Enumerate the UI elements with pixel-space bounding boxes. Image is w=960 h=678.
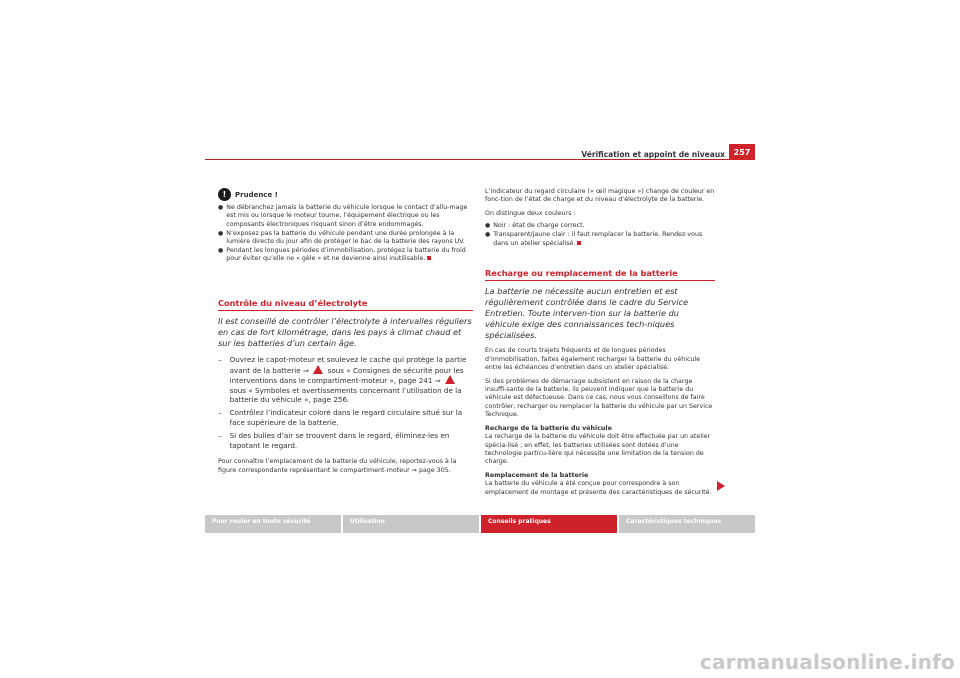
step2-text: Contrôlez l’indicateur coloré dans le regard circulaire situé sur la face supérieure de la batterie. xyxy=(229,408,463,428)
caution-bullet xyxy=(218,230,473,247)
recharge-paragraph-3: La recharge de la batterie du véhicule doit être effectuée par un atelier spécia-lisé ; en effet, les batteries utilisées sont dotées d’une technologie particu-lière qui nécessite une limitation de la tension de charge. xyxy=(485,433,711,466)
tab-practical-tips[interactable]: Conseils pratiques xyxy=(481,515,617,533)
replacement-paragraph: La batterie du véhicule a été conçue pour correspondre à son emplacement de montage et présente des caractéristiques de sécurité. xyxy=(485,480,712,496)
right-column xyxy=(485,188,715,497)
tab-safety[interactable]: Pour rouler en toute sécurité xyxy=(205,515,341,533)
caution-bullet-text: N’exposez pas la batterie du véhicule pendant une durée prolongée à la lumière directe du jour afin de protéger le bac de la batterie des rayons UV. xyxy=(226,229,465,246)
step-item: – Contrôlez l’indicateur coloré dans le regard circulaire situé sur la face supérieure de la batterie. xyxy=(218,408,473,427)
watermark: carmanualsonline.info xyxy=(699,650,955,674)
color-bullet xyxy=(485,231,715,248)
end-of-section-icon xyxy=(427,256,431,260)
step1-text-a: Ouvrez le capot-moteur et soulevez le cache qui protège la partie avant de la batterie ⇒ xyxy=(229,355,467,375)
recharge-paragraph-1: En cas de courts trajets fréquents et de longues périodes d’immobilisation, faites également recharger la batterie du véhicule entre les échéances d’entretien dans un atelier spécialisé. xyxy=(485,347,701,372)
subheading-recharge: Recharge de la batterie du véhicule xyxy=(485,424,612,432)
section-lead-recharge: La batterie ne nécessite aucun entretien et est régulièrement contrôlée dans le cadre du Service Entretien. Toute interven-tion sur la batterie du véhicule exige des connaissances tech-niques spécialisées. xyxy=(485,286,689,341)
caution-bullet-text: Ne débranchez jamais la batterie du véhicule lorsque le contact d’allu-mage est mis ou lorsque le moteur tourne, l’équipement électrique ou les composants électroniques risquant sinon d’être endommagés. xyxy=(226,204,468,228)
caution-bullet xyxy=(218,247,473,264)
tab-usage[interactable]: Utilisation xyxy=(343,515,479,533)
indicator-paragraph: L’indicateur du regard circulaire (« œil magique ») change de couleur en fonc-tion de l’état de charge et du niveau d’électrolyte de la batterie. xyxy=(485,188,715,204)
step3-text: Si des bulles d’air se trouvent dans le regard, éliminez-les en tapotant le regard. xyxy=(229,431,450,450)
exclamation-circle-icon: ! xyxy=(218,188,231,201)
color-bullet-text: Noir : état de charge correct. xyxy=(493,222,585,230)
bullet-dot-icon: ● xyxy=(218,204,224,211)
section-lead-electrolyte: Il est conseillé de contrôler l’électrolyte à intervalles réguliers en cas de fort kilométrage, dans les pays à climat chaud et sur les batteries d’un certain âge. xyxy=(218,316,472,348)
next-page-arrow-icon[interactable] xyxy=(717,481,725,491)
bullet-dot-icon: ● xyxy=(485,231,491,239)
subheading-replacement: Remplacement de la batterie xyxy=(485,471,589,479)
step-item: – Ouvrez le capot-moteur et soulevez le cache qui protège la partie avant de la batterie ⇒ sous « Consignes de sécurité pour les interventions dans le compartiment-moteur », page 241 ⇒ sous « Symboles et avertissements concernant l’utilisation de la batterie du véhicule », page 256. xyxy=(218,355,467,405)
caution-title: Prudence ! xyxy=(235,190,278,199)
colors-intro: On distingue deux couleurs : xyxy=(485,209,576,217)
header-rule xyxy=(205,159,729,160)
section-rule xyxy=(218,310,473,311)
step-item: – Si des bulles d’air se trouvent dans le regard, éliminez-les en tapotant le regard. xyxy=(218,431,473,450)
recharge-paragraph-2: Si des problèmes de démarrage subsistent en raison de la charge insuffi-sante de la batterie, ils peuvent indiquer que la batterie du véhicule est défectueuse. Dans ce cas, nous vous conseillons de faire contrôler, recharger ou remplacer la batterie du véhicule par un Service Technique. xyxy=(485,377,713,419)
step1-text-b: sous « Consignes de sécurité pour les interventions dans le compartiment-moteur », page 241 ⇒ xyxy=(229,365,464,386)
caution-box xyxy=(218,188,473,264)
caution-bullet-text: Pendant les longues périodes d’immobilisation, protégez la batterie du froid pour éviter qu’elle ne « gèle » et ne devienne ainsi inutilisable. xyxy=(226,247,466,263)
tab-technical-specs[interactable]: Caractéristiques techniques xyxy=(619,515,755,533)
bullet-dot-icon: ● xyxy=(485,222,491,230)
section-rule xyxy=(485,280,715,281)
step1-text-c: sous « Symboles et avertissements concernant l’utilisation de la batterie du véhicule », page 256. xyxy=(229,385,462,405)
footer-tabs xyxy=(205,515,755,533)
running-header-title: Vérification et appoint de niveaux xyxy=(581,150,725,159)
color-bullet-text: Transparent/jaune clair : il faut remplacer la batterie. Rendez-vous dans un atelier spécialisé. xyxy=(493,231,703,247)
end-of-section-icon xyxy=(577,241,581,245)
bullet-dot-icon: ● xyxy=(218,229,224,237)
section-electrolyte xyxy=(218,298,473,475)
warning-triangle-icon[interactable] xyxy=(445,375,455,384)
caution-bullet xyxy=(218,204,473,229)
page-number: 257 xyxy=(729,144,755,160)
bullet-dot-icon: ● xyxy=(218,247,224,255)
section-title-electrolyte: Contrôle du niveau d’électrolyte xyxy=(218,298,368,308)
warning-triangle-icon[interactable] xyxy=(313,365,323,374)
battery-location-note: Pour connaître l’emplacement de la batterie du véhicule, reportez-vous à la figure correspondante représentant le compartiment-moteur ⇒ page 305. xyxy=(218,458,457,474)
section-title-recharge: Recharge ou remplacement de la batterie xyxy=(485,268,678,279)
color-bullet xyxy=(485,222,715,230)
